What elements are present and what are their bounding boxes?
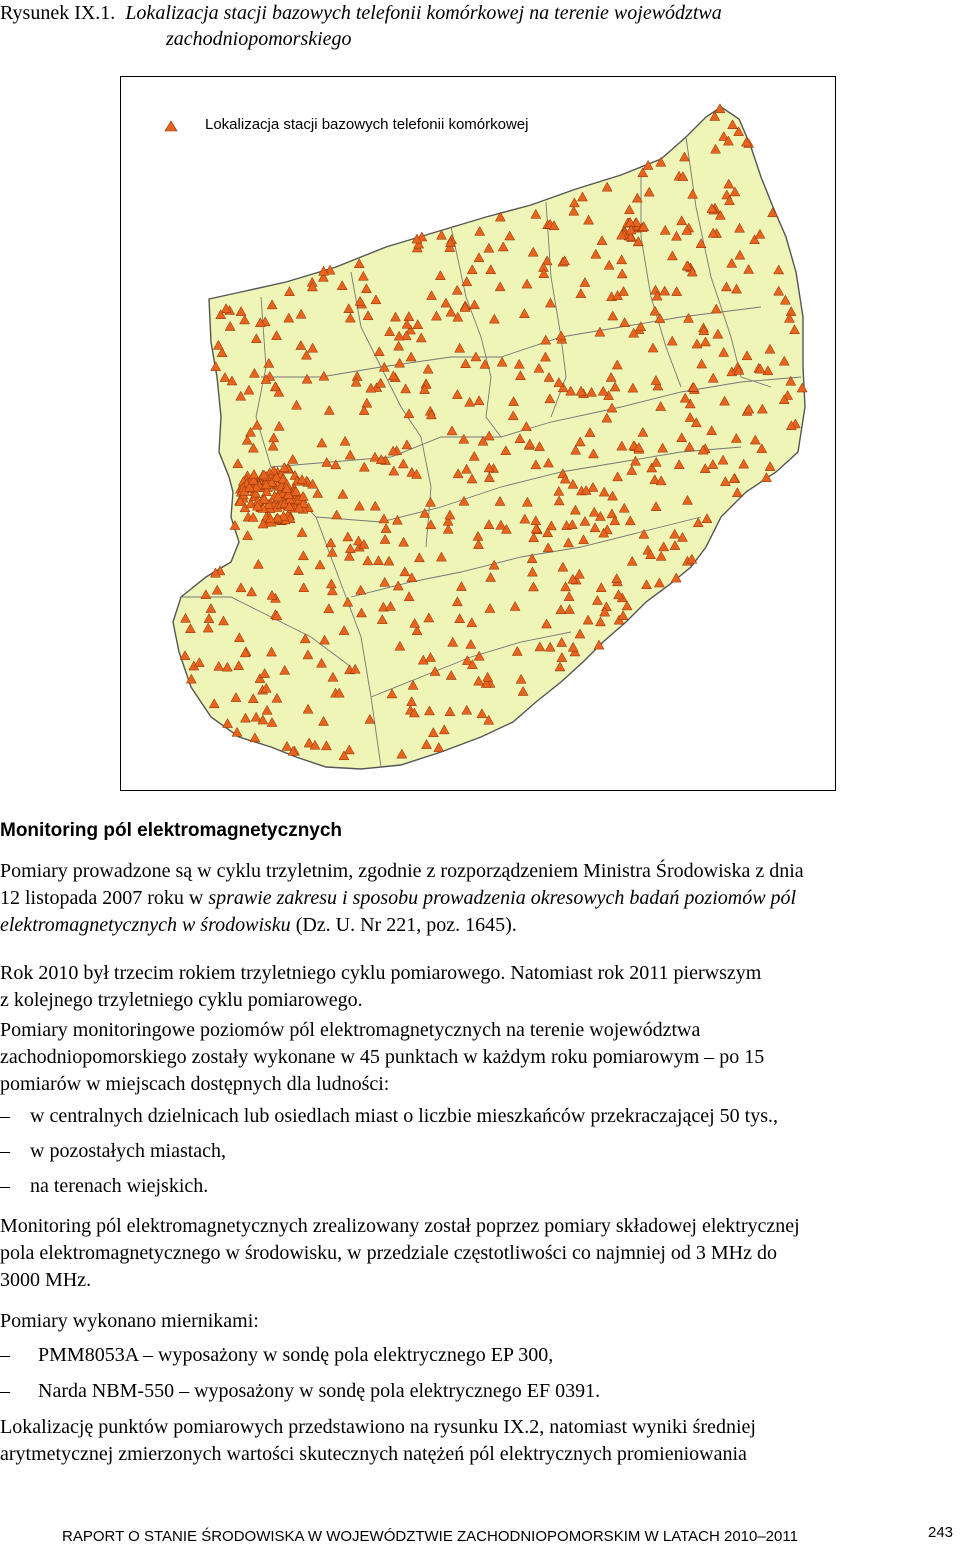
page-footer: RAPORT O STANIE ŚRODOWISKA W WOJEWÓDZTWIE ZACHODNIOPOMORSKIM W LATACH 2010–2011 — [62, 1528, 798, 1545]
legend-marker-icon — [165, 121, 177, 131]
map-svg — [121, 77, 835, 790]
paragraph-2 — [0, 960, 958, 1014]
paragraph-5: Pomiary wykonano miernikami: — [0, 1310, 259, 1332]
p3-line-c: pomiarów w miejscach dostępnych dla ludności: — [0, 1073, 390, 1095]
p1-line-a: Pomiary prowadzone są w cyklu trzyletnim, zgodnie z rozporządzeniem Ministra Środowiska z dnia — [0, 860, 804, 882]
p2-line-a: Rok 2010 był trzecim rokiem trzyletniego cyklu pomiarowego. Natomiast rok 2011 pierwszym — [0, 962, 762, 984]
paragraph-4 — [0, 1213, 958, 1294]
list1-item-2 — [0, 1138, 226, 1165]
list2-item-1 — [0, 1342, 553, 1369]
page-number: 243 — [928, 1524, 954, 1541]
list1-text-2: w pozostałych miastach, — [30, 1140, 227, 1162]
p1-line-c — [0, 912, 958, 939]
list-dash: – — [0, 1175, 10, 1197]
p3-line-b: zachodniopomorskiego zostały wykonane w 45 punktach w każdym roku pomiarowym – po 15 — [0, 1046, 765, 1068]
section-heading: Monitoring pól elektromagnetycznych — [0, 820, 343, 841]
p4-line-b: pola elektromagnetycznego w środowisku, w przedziale częstotliwości co najmniej od 3 MHz do — [0, 1242, 777, 1264]
list-dash: – — [0, 1380, 10, 1402]
p6-line-b: arytmetycznej zmierzonych wartości skutecznych natężeń pól elektrycznych promieniowania — [0, 1443, 747, 1465]
list-dash: – — [0, 1140, 10, 1162]
p1-c-plain: (Dz. U. Nr 221, poz. 1645). — [290, 914, 517, 936]
paragraph-6 — [0, 1414, 958, 1468]
list2-text-2: Narda NBM-550 – wyposażony w sondę pola elektrycznego EF 0391. — [38, 1380, 601, 1402]
p4-line-a: Monitoring pól elektromagnetycznych zrealizowany został poprzez pomiary składowej elektrycznej — [0, 1215, 800, 1237]
p3-line-a: Pomiary monitoringowe poziomów pól elektromagnetycznych na terenie województwa — [0, 1019, 701, 1041]
list2-item-2 — [0, 1378, 600, 1405]
legend — [165, 116, 528, 133]
list2-text-1: PMM8053A – wyposażony w sondę pola elektrycznego EP 300, — [38, 1344, 554, 1366]
p1-c-italic: elektromagnetycznych w środowisku — [0, 914, 291, 936]
p4-line-c: 3000 MHz. — [0, 1269, 92, 1291]
list1-item-3 — [0, 1173, 208, 1200]
list1-text-1: w centralnych dzielnicach lub osiedlach miast o liczbie mieszkańców przekraczającej 50 tys., — [30, 1105, 779, 1127]
p1-b-plain: 12 listopada 2007 roku w — [0, 887, 209, 909]
list-dash: – — [0, 1344, 10, 1366]
paragraph-3 — [0, 1017, 958, 1098]
p1-line-b — [0, 885, 958, 912]
caption-title-line1: Lokalizacja stacji bazowych telefonii komórkowej na terenie województwa — [125, 2, 722, 24]
p6-line-a: Lokalizację punktów pomiarowych przedstawiono na rysunku IX.2, natomiast wyniki średniej — [0, 1416, 756, 1438]
caption-title-line2: zachodniopomorskiego — [166, 28, 352, 50]
list1-text-3: na terenach wiejskich. — [30, 1175, 209, 1197]
p1-b-italic: sprawie zakresu i sposobu prowadzenia okresowych badań poziomów pól — [208, 887, 797, 909]
figure-caption — [0, 0, 960, 52]
base-station-map — [120, 76, 836, 791]
list1-item-1 — [0, 1103, 778, 1130]
p2-line-b: z kolejnego trzyletniego cyklu pomiarowego. — [0, 989, 363, 1011]
caption-label: Rysunek IX.1. — [0, 2, 116, 24]
list-dash: – — [0, 1105, 10, 1127]
paragraph-1 — [0, 858, 958, 939]
map-legend-text: Lokalizacja stacji bazowych telefonii komórkowej — [205, 116, 529, 133]
